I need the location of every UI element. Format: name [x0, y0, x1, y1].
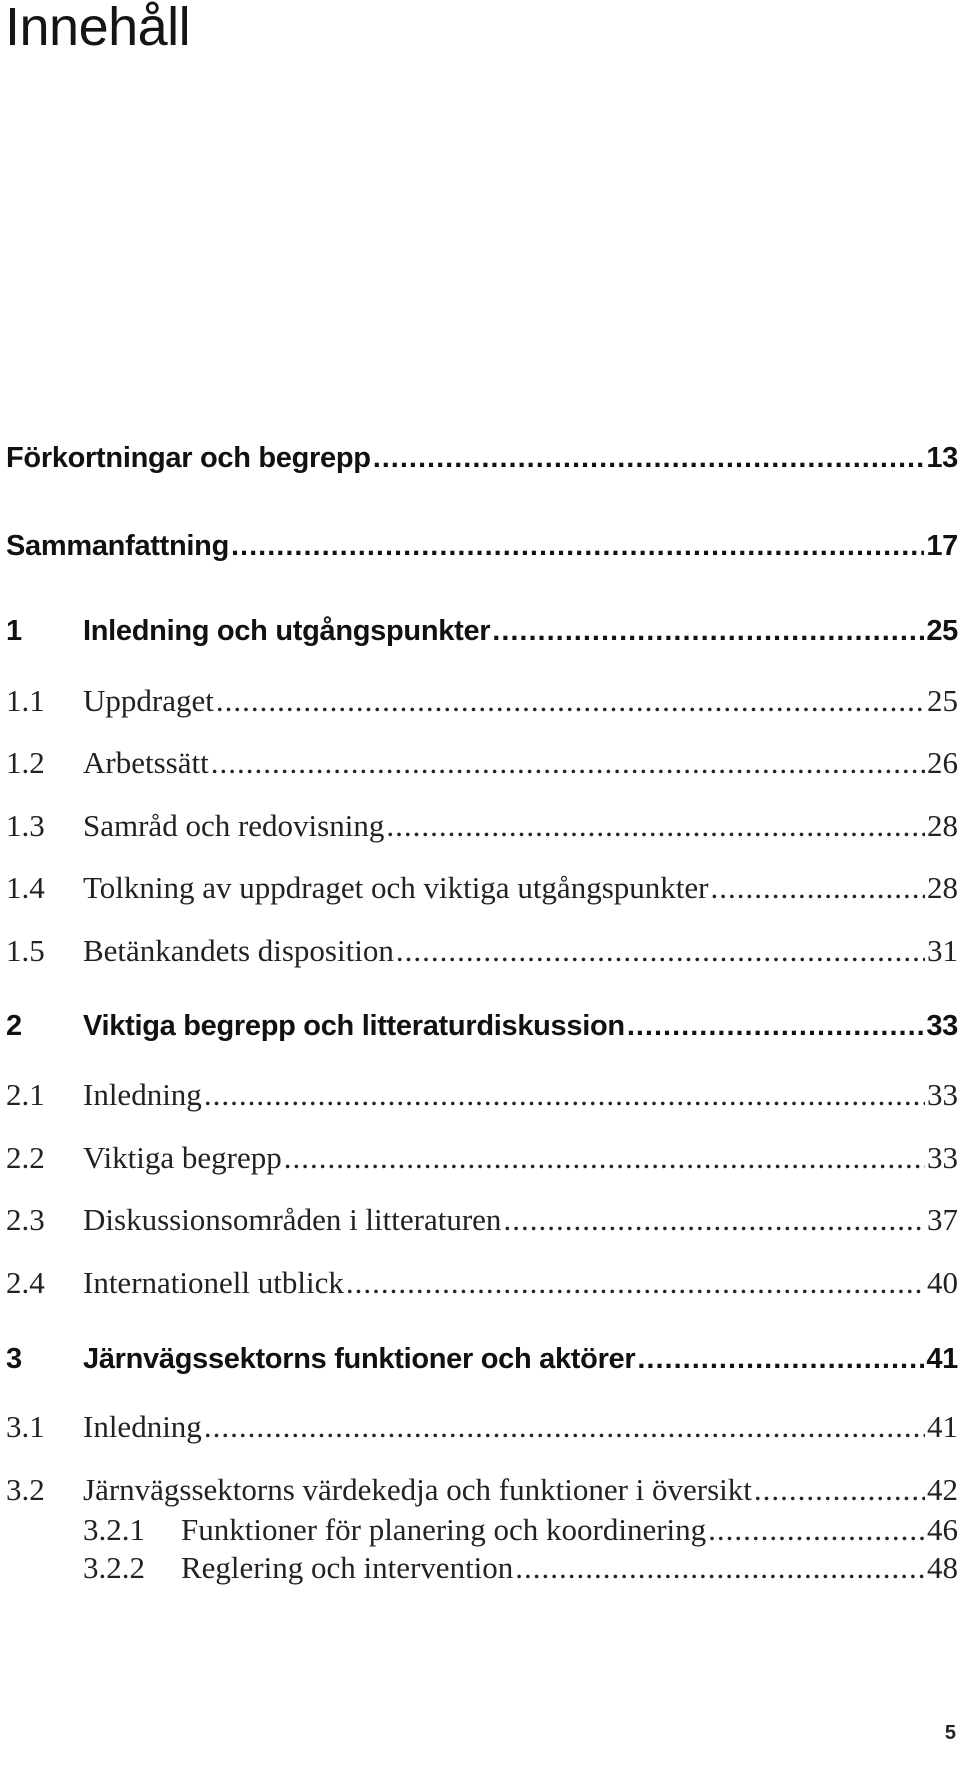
toc-entry-section-2-3[interactable]: [6, 1202, 960, 1238]
toc-entry-number: 2.3: [6, 1202, 45, 1237]
toc-entry-page: 13: [926, 442, 958, 474]
toc-entry-number: 1.4: [6, 870, 45, 905]
toc-entry-page: 25: [927, 683, 958, 718]
toc-entry-number: 3.1: [6, 1409, 45, 1444]
toc-entry-page: 25: [926, 615, 958, 647]
toc-entry-page: 46: [927, 1512, 958, 1547]
toc-leader-dots: [754, 1472, 925, 1508]
toc-leader-dots: [627, 1010, 925, 1043]
toc-entry-label: Inledning: [83, 1409, 202, 1444]
toc-entry-page: 41: [926, 1343, 958, 1375]
toc-entry-page: 33: [926, 1010, 958, 1042]
toc-entry-label: Förkortningar och begrepp: [6, 442, 371, 474]
toc-entry-page: 48: [927, 1550, 958, 1585]
toc-entry-page: 17: [926, 530, 958, 562]
toc-entry-page: 28: [927, 870, 958, 905]
toc-entry-number: 3: [6, 1343, 22, 1375]
toc-entry-label: Internationell utblick: [83, 1265, 344, 1300]
toc-entry-label: Viktiga begrepp och litteraturdiskussion: [83, 1010, 625, 1042]
toc-entry-section-3-2[interactable]: [6, 1472, 960, 1508]
toc-entry-number: 2: [6, 1010, 22, 1042]
toc-leader-dots: [284, 1140, 925, 1176]
toc-entry-section-2-2[interactable]: [6, 1140, 960, 1176]
toc-entry-number: 1.5: [6, 933, 45, 968]
toc-entry-number: 2.1: [6, 1077, 45, 1112]
toc-leader-dots: [492, 615, 924, 648]
toc-entry-section-1-4[interactable]: [6, 870, 960, 906]
toc-entry-section-2-4[interactable]: [6, 1265, 960, 1301]
toc-entry-label: Sammanfattning: [6, 530, 229, 562]
toc-entry-section-1-3[interactable]: [6, 808, 960, 844]
toc-leader-dots: [216, 683, 925, 719]
toc-entry-page: 40: [927, 1265, 958, 1300]
toc-entry-page: 26: [927, 745, 958, 780]
toc-entry-page: 33: [927, 1077, 958, 1112]
toc-entry-chapter-2[interactable]: [6, 1010, 960, 1043]
toc-leader-dots: [346, 1265, 925, 1301]
toc-entry-section-1-1[interactable]: [6, 683, 960, 719]
toc-entry-page: 41: [927, 1409, 958, 1444]
toc-leader-dots: [710, 870, 925, 906]
toc-entry-number: 2.2: [6, 1140, 45, 1175]
toc-entry-label: Arbetssätt: [83, 745, 209, 780]
toc-leader-dots: [396, 933, 925, 969]
toc-entry-label: Reglering och intervention: [181, 1550, 514, 1585]
page-number: 5: [944, 1722, 956, 1744]
toc-entry-label: Inledning och utgångspunkter: [83, 615, 491, 647]
toc-entry-page: 42: [927, 1472, 958, 1507]
toc-entry-page: 28: [927, 808, 958, 843]
toc-leader-dots: [708, 1512, 925, 1548]
toc-entry-label: Tolkning av uppdraget och viktiga utgångspunkter: [83, 870, 709, 905]
toc-leader-dots: [204, 1409, 925, 1445]
toc-entry-label: Betänkandets disposition: [83, 933, 394, 968]
toc-entry-subsection-3-2-2[interactable]: [6, 1550, 960, 1586]
toc-entry-abbreviations[interactable]: [6, 442, 960, 475]
toc-leader-dots: [386, 808, 925, 844]
toc-leader-dots: [204, 1077, 925, 1113]
toc-entry-page: 33: [927, 1140, 958, 1175]
toc-entry-number: 2.4: [6, 1265, 45, 1300]
toc-entry-number: 3.2.1: [83, 1512, 145, 1547]
toc-leader-dots: [373, 442, 925, 475]
toc-entry-label: Samråd och redovisning: [83, 808, 385, 843]
toc-entry-label: Viktiga begrepp: [83, 1140, 282, 1175]
toc-entry-section-1-5[interactable]: [6, 933, 960, 969]
toc-leader-dots: [211, 745, 925, 781]
toc-entry-number: 1.3: [6, 808, 45, 843]
toc-entry-subsection-3-2-1[interactable]: [6, 1512, 960, 1548]
toc-leader-dots: [515, 1550, 925, 1586]
toc-leader-dots: [231, 530, 924, 563]
toc-entry-label: Diskussionsområden i litteraturen: [83, 1202, 502, 1237]
toc-entry-label: Funktioner för planering och koordinering: [181, 1512, 707, 1547]
toc-entry-page: 31: [927, 933, 958, 968]
toc-entry-summary[interactable]: [6, 530, 960, 563]
toc-entry-label: Järnvägssektorns funktioner och aktörer: [83, 1343, 636, 1375]
toc-entry-number: 3.2.2: [83, 1550, 145, 1585]
toc-leader-dots: [637, 1343, 924, 1376]
toc-leader-dots: [503, 1202, 925, 1238]
toc-entry-label: Uppdraget: [83, 683, 214, 718]
toc-entry-number: 1.1: [6, 683, 45, 718]
toc-entry-label: Inledning: [83, 1077, 202, 1112]
toc-entry-section-3-1[interactable]: [6, 1409, 960, 1445]
toc-entry-number: 1.2: [6, 745, 45, 780]
toc-entry-section-2-1[interactable]: [6, 1077, 960, 1113]
toc-entry-section-1-2[interactable]: [6, 745, 960, 781]
toc-entry-label: Järnvägssektorns värdekedja och funktioner i översikt: [83, 1472, 752, 1507]
toc-entry-chapter-3[interactable]: [6, 1343, 960, 1376]
toc-entry-page: 37: [927, 1202, 958, 1237]
toc-entry-number: 3.2: [6, 1472, 45, 1507]
page-title: Innehåll: [5, 0, 191, 57]
toc-entry-chapter-1[interactable]: [6, 615, 960, 648]
toc-entry-number: 1: [6, 615, 22, 647]
